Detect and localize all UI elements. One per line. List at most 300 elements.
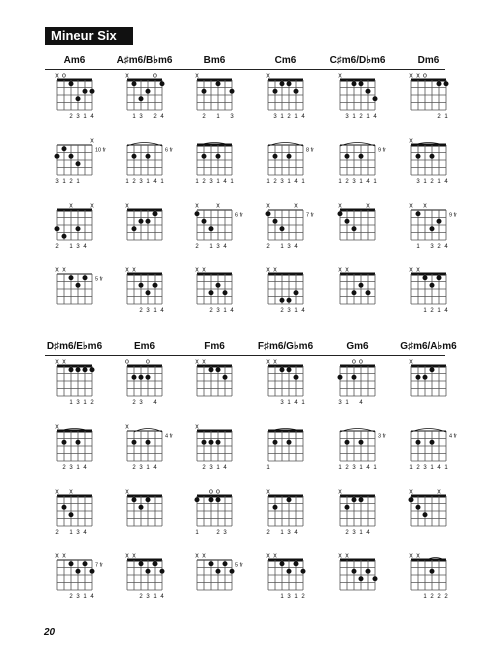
finger-number: 2 — [62, 465, 66, 471]
finger-number: 2 — [69, 179, 73, 185]
finger-dot — [153, 283, 158, 288]
chord-diagram — [195, 203, 244, 251]
finger-dot — [90, 89, 95, 94]
finger-dot — [139, 283, 144, 288]
finger-number: 1 — [430, 465, 434, 471]
finger-dot — [373, 96, 378, 101]
chord-diagram — [409, 553, 448, 601]
finger-number: 4 — [83, 530, 87, 536]
finger-number: 2 — [444, 594, 448, 600]
finger-dot — [437, 275, 442, 280]
finger-dot — [69, 154, 74, 159]
finger-number: 1 — [423, 594, 427, 600]
finger-number: 1 — [216, 179, 220, 185]
finger-number: 4 — [153, 465, 157, 471]
chord-name: F♯m6/G♭m6 — [257, 341, 314, 352]
finger-number: 1 — [294, 594, 298, 600]
finger-number: 4 — [366, 465, 370, 471]
finger-number: 3 — [430, 244, 434, 250]
chord-diagram — [338, 267, 375, 305]
fret-position-label: 10 fr — [95, 147, 107, 154]
chord-diagram — [125, 203, 162, 241]
finger-number: 1 — [146, 179, 150, 185]
chord-diagram — [125, 143, 173, 186]
finger-dot — [352, 375, 357, 380]
finger-number: 2 — [202, 179, 206, 185]
finger-dot — [132, 154, 137, 159]
fret-position-label: 9 fr — [449, 212, 457, 219]
muted-string-marker: x — [345, 266, 349, 274]
finger-dot — [195, 497, 200, 502]
finger-dot — [146, 89, 151, 94]
finger-number: 3 — [209, 179, 213, 185]
muted-string-marker: x — [202, 358, 206, 366]
finger-dot — [139, 375, 144, 380]
finger-number: 4 — [90, 114, 94, 120]
finger-dot — [280, 367, 285, 372]
finger-number: 4 — [160, 594, 164, 600]
finger-number: 4 — [301, 114, 305, 120]
open-string-marker: o — [352, 358, 356, 366]
muted-string-marker: x — [62, 358, 66, 366]
finger-dot — [416, 440, 421, 445]
finger-dot — [345, 154, 350, 159]
finger-dot — [62, 234, 67, 239]
chord-diagram — [266, 429, 303, 472]
muted-string-marker: x — [55, 488, 59, 496]
finger-dot — [280, 561, 285, 566]
muted-string-marker: x — [266, 266, 270, 274]
finger-number: 3 — [280, 179, 284, 185]
finger-number: 3 — [280, 400, 284, 406]
finger-number: 4 — [359, 400, 363, 406]
chord-name: Am6 — [63, 55, 86, 66]
muted-string-marker: x — [266, 202, 270, 210]
finger-number: 2 — [139, 308, 143, 314]
muted-string-marker: x — [55, 358, 59, 366]
finger-dot — [230, 89, 235, 94]
finger-dot — [216, 569, 221, 574]
finger-number: 1 — [76, 465, 80, 471]
finger-dot — [223, 375, 228, 380]
open-string-marker: o — [359, 358, 363, 366]
muted-string-marker: x — [266, 358, 270, 366]
chord-diagram — [338, 489, 375, 537]
chord-diagram — [338, 203, 376, 241]
finger-number: 3 — [146, 308, 150, 314]
fret-position-label: 9 fr — [378, 147, 386, 154]
finger-dot — [146, 154, 151, 159]
finger-number: 3 — [423, 465, 427, 471]
finger-dot — [444, 81, 449, 86]
finger-number: 1 — [62, 179, 66, 185]
muted-string-marker: x — [437, 488, 441, 496]
muted-string-marker: x — [345, 552, 349, 560]
finger-dot — [273, 440, 278, 445]
finger-number: 1 — [444, 114, 448, 120]
finger-dot — [195, 211, 200, 216]
muted-string-marker: x — [266, 552, 270, 560]
finger-number: 2 — [437, 244, 441, 250]
finger-dot — [216, 283, 221, 288]
chord-diagram — [409, 267, 448, 315]
finger-number: 3 — [209, 465, 213, 471]
finger-dot — [430, 367, 435, 372]
finger-dot — [139, 96, 144, 101]
finger-number: 4 — [223, 465, 227, 471]
muted-string-marker: x — [409, 266, 413, 274]
chord-diagram — [195, 267, 234, 315]
finger-number: 1 — [69, 530, 73, 536]
finger-number: 3 — [230, 114, 234, 120]
finger-number: 2 — [266, 530, 270, 536]
muted-string-marker: x — [409, 358, 413, 366]
chord-diagram — [409, 429, 457, 472]
finger-dot — [287, 440, 292, 445]
finger-dot — [146, 569, 151, 574]
chord-diagram — [409, 203, 457, 251]
open-string-marker: o — [153, 72, 157, 80]
finger-number: 1 — [444, 465, 448, 471]
finger-number: 1 — [83, 400, 87, 406]
finger-dot — [345, 219, 350, 224]
finger-dot — [62, 505, 67, 510]
fret-position-label: 5 fr — [95, 276, 103, 283]
finger-dot — [373, 576, 378, 581]
chord-diagram — [338, 553, 377, 591]
finger-dot — [160, 81, 165, 86]
finger-dot — [338, 375, 343, 380]
finger-number: 2 — [132, 465, 136, 471]
chord-diagram — [266, 359, 305, 407]
finger-number: 1 — [301, 400, 305, 406]
muted-string-marker: x — [216, 202, 220, 210]
finger-dot — [146, 497, 151, 502]
finger-number: 3 — [139, 465, 143, 471]
page-number: 20 — [44, 627, 56, 638]
finger-dot — [76, 440, 81, 445]
finger-number: 2 — [55, 244, 59, 250]
finger-number: 1 — [266, 179, 270, 185]
chord-diagram — [409, 489, 447, 527]
finger-number: 2 — [287, 114, 291, 120]
muted-string-marker: x — [195, 266, 199, 274]
finger-dot — [294, 561, 299, 566]
finger-number: 4 — [366, 530, 370, 536]
finger-dot — [352, 290, 357, 295]
chord-diagram — [195, 73, 234, 121]
finger-number: 1 — [223, 308, 227, 314]
finger-number: 1 — [153, 594, 157, 600]
finger-number: 1 — [294, 114, 298, 120]
chord-name: Bm6 — [203, 55, 226, 66]
finger-dot — [273, 89, 278, 94]
finger-number: 4 — [83, 244, 87, 250]
finger-number: 2 — [359, 114, 363, 120]
chord-diagram — [55, 489, 92, 537]
finger-number: 4 — [153, 179, 157, 185]
finger-number: 1 — [287, 400, 291, 406]
finger-dot — [223, 561, 228, 566]
finger-dot — [359, 497, 364, 502]
finger-dot — [359, 154, 364, 159]
fret-position-label: 4 fr — [449, 433, 457, 440]
fret-position-label: 7 fr — [95, 562, 103, 569]
finger-number: 1 — [423, 179, 427, 185]
finger-number: 1 — [146, 465, 150, 471]
open-string-marker: o — [209, 488, 213, 496]
chord-name: C♯m6/D♭m6 — [329, 55, 386, 66]
fret-position-label: 6 fr — [165, 147, 173, 154]
muted-string-marker: x — [409, 72, 413, 80]
finger-number: 1 — [373, 179, 377, 185]
finger-number: 2 — [301, 594, 305, 600]
chord-diagram — [266, 267, 305, 315]
finger-number: 1 — [366, 114, 370, 120]
finger-number: 4 — [373, 114, 377, 120]
fret-position-label: 7 fr — [306, 212, 314, 219]
muted-string-marker: x — [62, 552, 66, 560]
finger-number: 1 — [280, 244, 284, 250]
finger-number: 3 — [352, 530, 356, 536]
chord-diagram — [125, 359, 162, 407]
finger-dot — [83, 561, 88, 566]
finger-dot — [287, 154, 292, 159]
finger-dot — [430, 226, 435, 231]
chord-name: Dm6 — [417, 55, 440, 66]
finger-number: 2 — [202, 114, 206, 120]
muted-string-marker: x — [338, 72, 342, 80]
open-string-marker: o — [125, 358, 129, 366]
finger-number: 3 — [216, 308, 220, 314]
finger-number: 3 — [287, 530, 291, 536]
muted-string-marker: x — [125, 423, 129, 431]
muted-string-marker: x — [294, 202, 298, 210]
finger-dot — [209, 367, 214, 372]
chord-diagram — [195, 489, 233, 537]
chord-name: D♯m6/E♭m6 — [46, 341, 103, 352]
muted-string-marker: x — [125, 552, 129, 560]
finger-number: 1 — [153, 308, 157, 314]
finger-dot — [437, 81, 442, 86]
finger-dot — [216, 367, 221, 372]
finger-dot — [430, 440, 435, 445]
finger-dot — [280, 298, 285, 303]
finger-dot — [146, 219, 151, 224]
finger-dot — [132, 226, 137, 231]
chord-diagram — [338, 359, 376, 407]
fret-position-label: 6 fr — [235, 212, 243, 219]
muted-string-marker: x — [266, 72, 270, 80]
finger-number: 2 — [430, 308, 434, 314]
chord-diagram — [195, 424, 232, 472]
finger-dot — [132, 497, 137, 502]
finger-number: 3 — [273, 114, 277, 120]
finger-number: 2 — [266, 244, 270, 250]
finger-number: 4 — [90, 594, 94, 600]
finger-dot — [294, 89, 299, 94]
fret-position-label: 5 fr — [235, 562, 243, 569]
finger-dot — [345, 440, 350, 445]
finger-dot — [359, 283, 364, 288]
finger-dot — [345, 505, 350, 510]
finger-dot — [209, 561, 214, 566]
finger-number: 3 — [352, 465, 356, 471]
muted-string-marker: x — [338, 202, 342, 210]
finger-dot — [416, 211, 421, 216]
finger-dot — [202, 440, 207, 445]
finger-number: 2 — [209, 308, 213, 314]
muted-string-marker: x — [409, 202, 413, 210]
finger-dot — [146, 375, 151, 380]
finger-dot — [352, 497, 357, 502]
finger-dot — [273, 154, 278, 159]
muted-string-marker: x — [202, 266, 206, 274]
finger-number: 1 — [266, 465, 270, 471]
finger-dot — [83, 89, 88, 94]
finger-number: 4 — [160, 114, 164, 120]
finger-dot — [216, 497, 221, 502]
finger-number: 4 — [83, 465, 87, 471]
finger-number: 1 — [132, 114, 136, 120]
muted-string-marker: x — [195, 423, 199, 431]
chord-diagram — [125, 424, 173, 472]
chord-diagram — [266, 73, 305, 121]
finger-dot — [146, 290, 151, 295]
finger-number: 4 — [444, 244, 448, 250]
finger-dot — [287, 81, 292, 86]
chord-diagram — [55, 267, 103, 305]
finger-number: 1 — [195, 179, 199, 185]
chord-diagram — [55, 359, 94, 407]
finger-dot — [76, 569, 81, 574]
finger-number: 4 — [223, 179, 227, 185]
chord-diagram — [55, 73, 94, 121]
finger-number: 4 — [294, 530, 298, 536]
finger-dot — [62, 146, 67, 151]
finger-dot — [69, 367, 74, 372]
finger-number: 2 — [437, 114, 441, 120]
finger-dot — [287, 569, 292, 574]
finger-number: 2 — [273, 179, 277, 185]
chord-name: Cm6 — [274, 55, 297, 66]
muted-string-marker: x — [266, 488, 270, 496]
muted-string-marker: x — [62, 266, 66, 274]
finger-dot — [301, 569, 306, 574]
finger-number: 3 — [76, 594, 80, 600]
finger-dot — [294, 290, 299, 295]
finger-dot — [139, 561, 144, 566]
finger-number: 3 — [76, 400, 80, 406]
finger-number: 3 — [223, 530, 227, 536]
muted-string-marker: x — [409, 137, 413, 145]
finger-number: 3 — [345, 114, 349, 120]
chord-diagram — [125, 553, 164, 601]
finger-dot — [69, 81, 74, 86]
finger-dot — [273, 219, 278, 224]
open-string-marker: o — [423, 72, 427, 80]
finger-number: 4 — [223, 244, 227, 250]
chord-diagram — [125, 267, 164, 315]
finger-dot — [139, 505, 144, 510]
finger-dot — [430, 569, 435, 574]
finger-number: 2 — [345, 530, 349, 536]
finger-dot — [423, 375, 428, 380]
finger-dot — [139, 219, 144, 224]
finger-number: 3 — [146, 594, 150, 600]
open-string-marker: o — [62, 72, 66, 80]
finger-dot — [338, 211, 343, 216]
finger-number: 4 — [294, 179, 298, 185]
finger-dot — [209, 226, 214, 231]
finger-dot — [69, 561, 74, 566]
finger-number: 1 — [423, 308, 427, 314]
finger-number: 2 — [430, 594, 434, 600]
finger-number: 1 — [416, 244, 420, 250]
finger-number: 1 — [345, 400, 349, 406]
muted-string-marker: x — [416, 72, 420, 80]
chord-diagram — [338, 143, 386, 186]
finger-number: 4 — [444, 308, 448, 314]
finger-dot — [69, 275, 74, 280]
finger-number: 4 — [366, 179, 370, 185]
finger-dot — [83, 367, 88, 372]
finger-number: 1 — [437, 308, 441, 314]
finger-number: 4 — [160, 308, 164, 314]
finger-number: 4 — [153, 400, 157, 406]
finger-number: 4 — [294, 244, 298, 250]
muted-string-marker: x — [409, 488, 413, 496]
finger-dot — [76, 283, 81, 288]
finger-dot — [216, 81, 221, 86]
chord-diagram — [55, 138, 107, 186]
chord-diagram — [195, 553, 243, 591]
finger-dot — [416, 505, 421, 510]
finger-number: 1 — [195, 530, 199, 536]
finger-number: 1 — [83, 594, 87, 600]
finger-dot — [153, 561, 158, 566]
muted-string-marker: x — [125, 488, 129, 496]
muted-string-marker: x — [55, 266, 59, 274]
muted-string-marker: x — [202, 552, 206, 560]
finger-number: 2 — [90, 400, 94, 406]
finger-number: 1 — [359, 465, 363, 471]
finger-number: 1 — [216, 114, 220, 120]
muted-string-marker: x — [273, 552, 277, 560]
chord-diagram — [409, 138, 448, 186]
finger-dot — [202, 219, 207, 224]
muted-string-marker: x — [195, 202, 199, 210]
finger-dot — [90, 367, 95, 372]
finger-number: 1 — [125, 179, 129, 185]
finger-dot — [416, 375, 421, 380]
open-string-marker: o — [146, 358, 150, 366]
finger-number: 1 — [83, 114, 87, 120]
finger-dot — [230, 569, 235, 574]
muted-string-marker: x — [90, 202, 94, 210]
muted-string-marker: x — [338, 266, 342, 274]
finger-number: 3 — [216, 244, 220, 250]
finger-dot — [76, 161, 81, 166]
finger-dot — [132, 375, 137, 380]
finger-number: 2 — [345, 179, 349, 185]
finger-number: 3 — [352, 179, 356, 185]
finger-dot — [209, 440, 214, 445]
finger-number: 1 — [287, 179, 291, 185]
chord-diagram — [266, 143, 314, 186]
finger-dot — [216, 154, 221, 159]
finger-number: 2 — [153, 114, 157, 120]
